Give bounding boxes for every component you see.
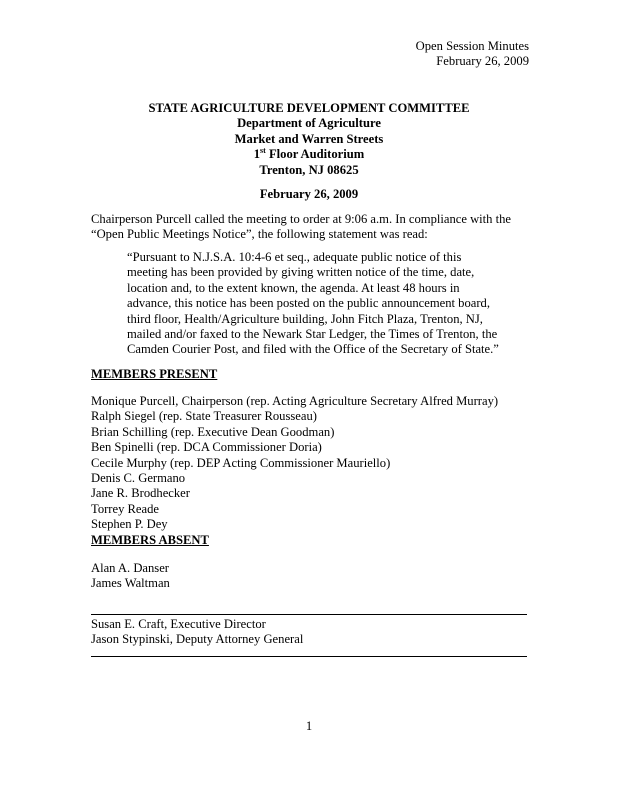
venue: [0, 147, 618, 162]
list-item: Torrey Reade: [91, 501, 159, 516]
list-item: Jane R. Brodhecker: [91, 486, 190, 501]
divider-bottom: [91, 656, 527, 657]
quote-line: “Pursuant to N.J.S.A. 10:4-6 et seq., adequate public notice of this: [127, 250, 462, 264]
venue-rest: Floor Auditorium: [265, 147, 365, 162]
list-item: Stephen P. Dey: [91, 517, 168, 532]
list-item: Jason Stypinski, Deputy Attorney General: [91, 632, 304, 647]
quote-line: Camden Courier Post, and filed with the Office of the Secretary of State.”: [127, 342, 499, 357]
quote-line: advance, this notice has been posted on the public announcement board,: [127, 296, 491, 311]
intro-line: “Open Public Meetings Notice”, the following statement was read:: [91, 227, 428, 242]
list-item: Cecile Murphy (rep. DEP Acting Commissioner Mauriello): [91, 455, 391, 470]
quote-line: meeting has been provided by giving written notice of the time, date,: [127, 265, 475, 280]
list-item: James Waltman: [91, 576, 170, 591]
quote-line: third floor, Health/Agriculture building, John Fitch Plaza, Trenton, NJ,: [127, 311, 483, 326]
divider-top: [91, 614, 527, 615]
header-date: February 26, 2009: [436, 54, 529, 69]
members-absent-heading: MEMBERS ABSENT: [91, 533, 209, 547]
meeting-date: February 26, 2009: [259, 187, 359, 201]
intro-paragraph: [91, 212, 531, 243]
quote-line: location and, to the extent known, the agenda. At least 48 hours in: [127, 280, 460, 295]
street-address: Market and Warren Streets: [234, 131, 384, 146]
members-absent-list: [91, 561, 170, 592]
intro-line: Chairperson Purcell called the meeting to order at 9:06 a.m. In compliance with the: [91, 212, 512, 226]
public-notice-quote: [127, 250, 527, 358]
header-title: Open Session Minutes: [415, 39, 529, 53]
list-item: Alan A. Danser: [91, 561, 169, 575]
list-item: Ralph Siegel (rep. State Treasurer Rousseau): [91, 409, 317, 424]
quote-line: mailed and/or faxed to the Newark Star Ledger, the Times of Trenton, the: [127, 327, 498, 342]
city-line: Trenton, NJ 08625: [259, 162, 359, 177]
committee-name: STATE AGRICULTURE DEVELOPMENT COMMITTEE: [148, 101, 470, 115]
list-item: Brian Schilling (rep. Executive Dean Goodman): [91, 424, 335, 439]
list-item: Ben Spinelli (rep. DCA Commissioner Doria): [91, 440, 322, 455]
members-present-list: [91, 394, 498, 533]
list-item: Susan E. Craft, Executive Director: [91, 617, 266, 631]
list-item: Denis C. Germano: [91, 470, 186, 485]
title-block: [0, 101, 618, 178]
members-present-heading: MEMBERS PRESENT: [91, 367, 218, 381]
floor-ordinal: st: [260, 146, 266, 156]
page-number: 1: [305, 719, 313, 733]
floor-number: 1: [253, 147, 261, 162]
staff-list: [91, 617, 303, 648]
list-item: Monique Purcell, Chairperson (rep. Acting Agriculture Secretary Alfred Murray): [91, 394, 499, 408]
running-header: [416, 39, 529, 70]
department-name: Department of Agriculture: [237, 116, 381, 131]
